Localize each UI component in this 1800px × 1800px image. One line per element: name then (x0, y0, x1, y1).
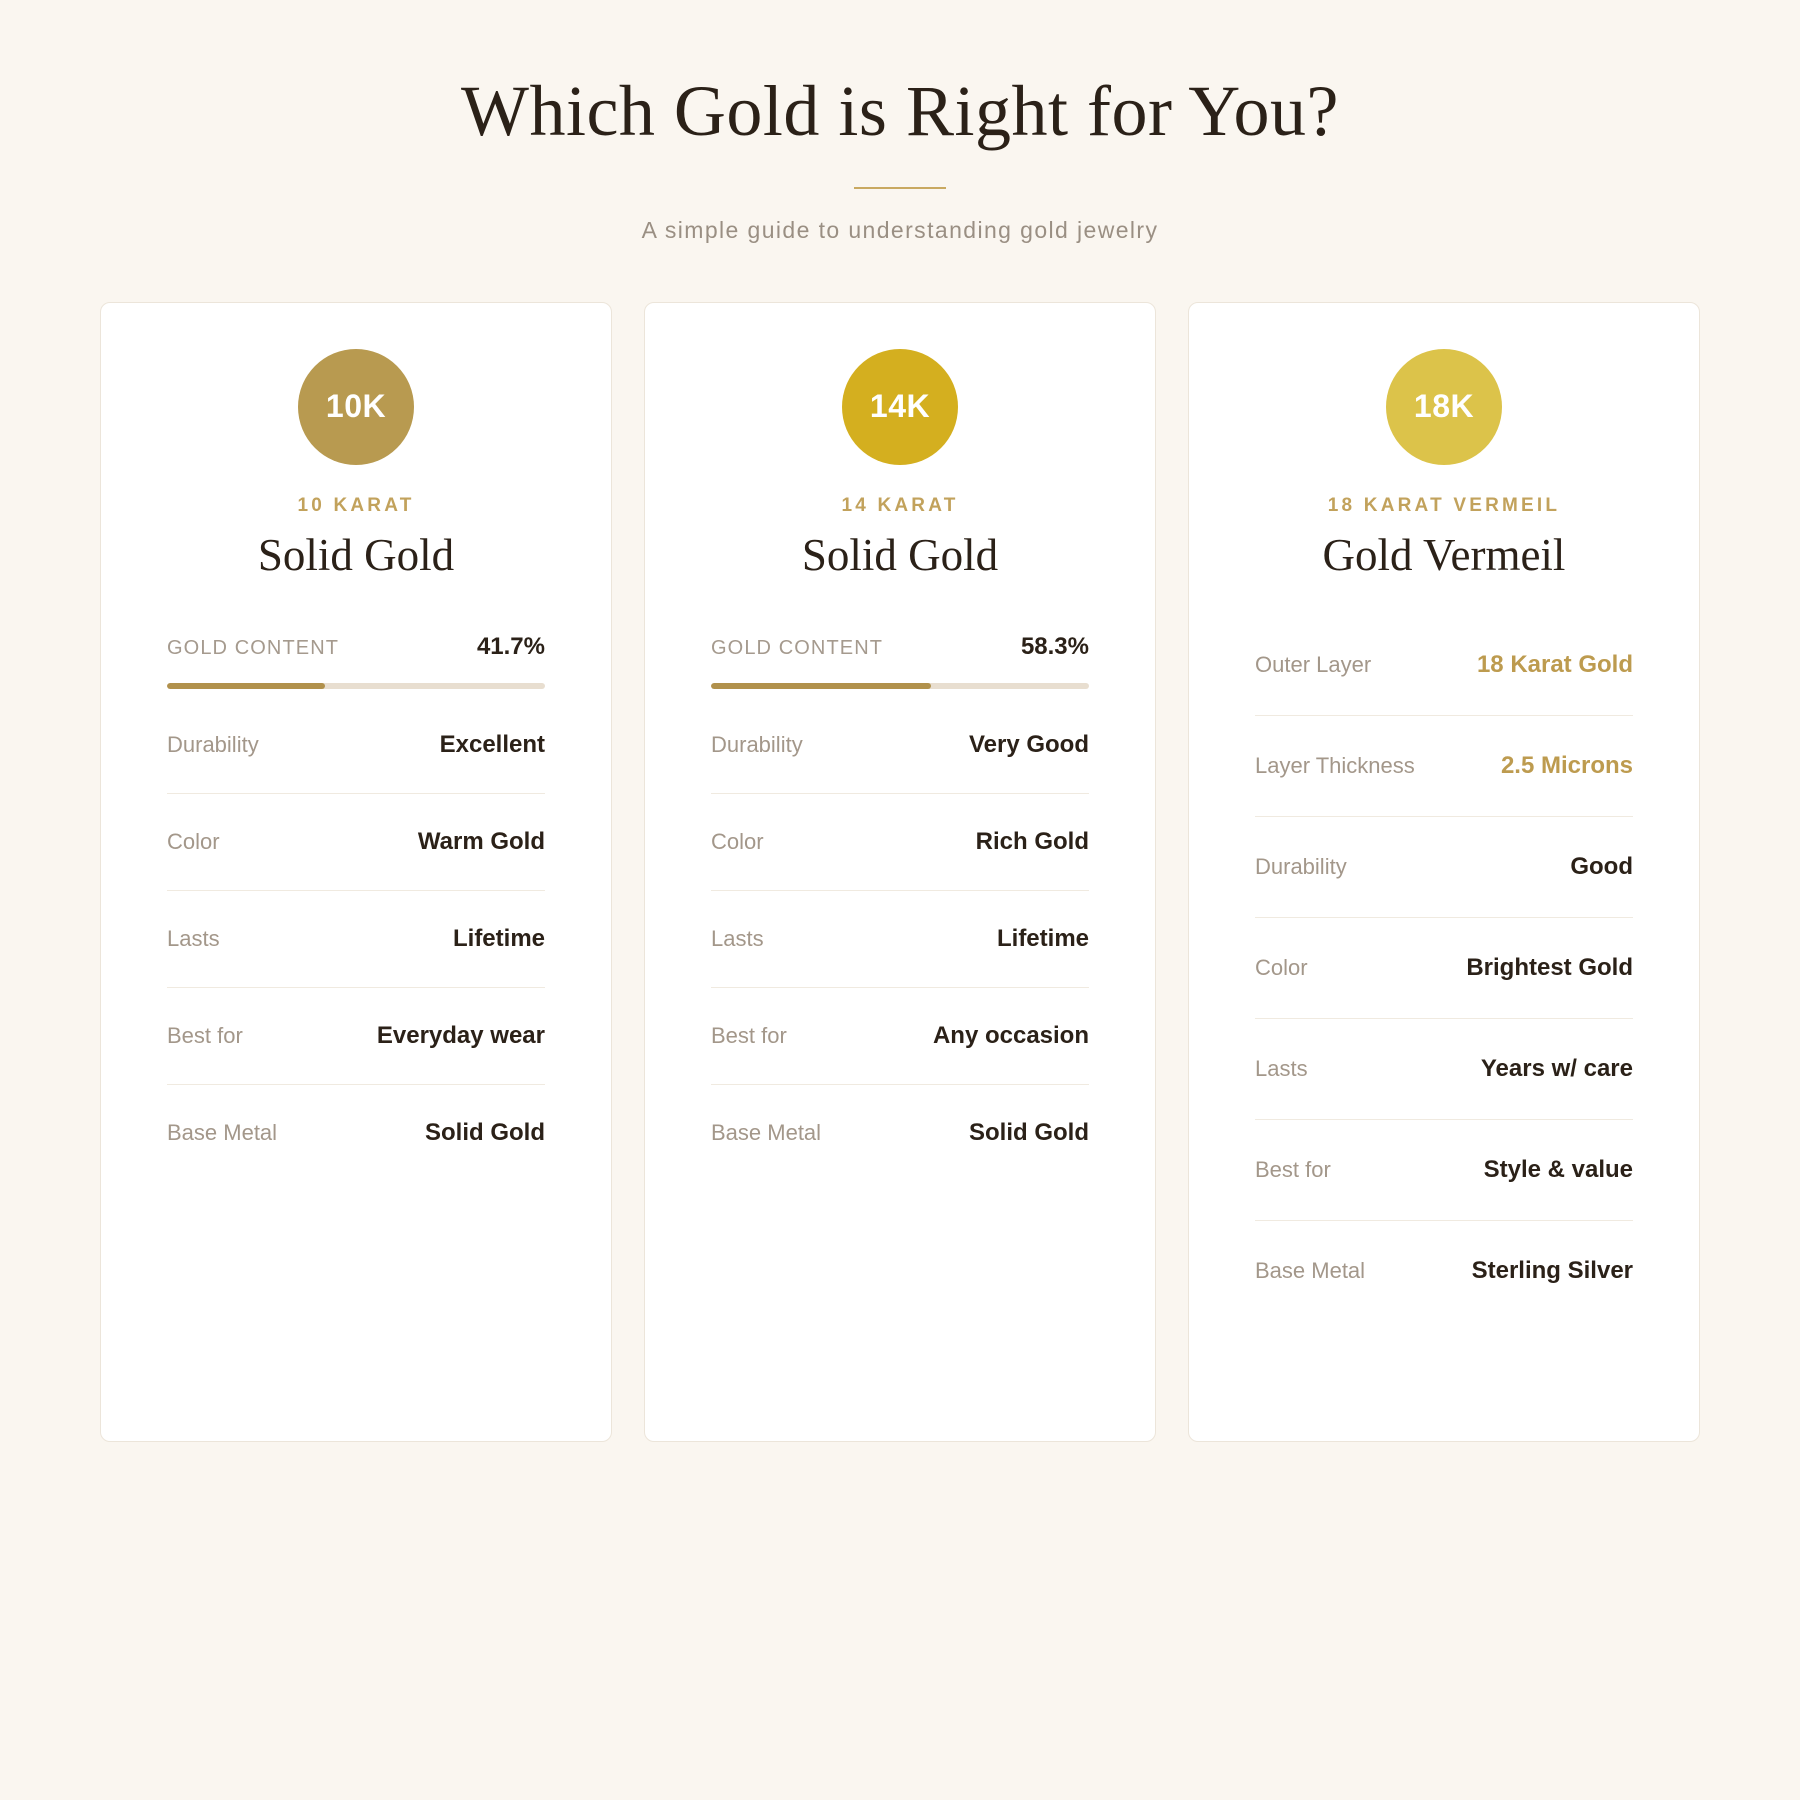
gold-content-meter-fill (167, 683, 325, 689)
spec-key: Lasts (711, 925, 764, 951)
spec-row (1255, 817, 1633, 918)
spec-row (167, 988, 545, 1085)
badge-wrapper (685, 349, 1115, 465)
spec-list (1229, 615, 1659, 1321)
gold-content-meter (711, 683, 1089, 689)
spec-value: Sterling Silver (1471, 1256, 1633, 1284)
karat-badge: 14K (842, 349, 958, 465)
spec-row (711, 988, 1089, 1085)
comparison-cards (100, 302, 1700, 1442)
page-subtitle: A simple guide to understanding gold jewelry (641, 216, 1159, 243)
spec-value: Everyday wear (376, 1021, 545, 1049)
gold-content-meter (167, 683, 545, 689)
spec-key: Best for (711, 1022, 787, 1048)
spec-value: 2.5 Microns (1500, 751, 1633, 779)
page-header (100, 0, 1700, 244)
spec-value: Good (1570, 852, 1633, 880)
spec-key: Best for (1255, 1156, 1331, 1182)
page-title: Which Gold is Right for You? (461, 71, 1339, 151)
spec-value: Style & value (1483, 1155, 1633, 1183)
spec-key: Base Metal (1255, 1257, 1366, 1283)
spec-row (167, 697, 545, 794)
spec-row (1255, 1120, 1633, 1221)
karat-eyebrow: 14 KARAT (841, 494, 959, 516)
spec-value: Brightest Gold (1466, 953, 1633, 981)
spec-row (167, 794, 545, 891)
spec-key: Outer Layer (1255, 651, 1372, 677)
badge-wrapper (141, 349, 571, 465)
karat-badge: 18K (1386, 349, 1502, 465)
gold-card[interactable] (644, 302, 1156, 1442)
spec-value: Solid Gold (425, 1118, 545, 1146)
spec-row (1255, 918, 1633, 1019)
spec-row (1255, 1221, 1633, 1321)
spec-key: Durability (711, 731, 803, 757)
spec-row (711, 697, 1089, 794)
spec-value: Solid Gold (969, 1118, 1089, 1146)
spec-key: Durability (1255, 853, 1347, 879)
spec-value: Years w/ care (1480, 1054, 1633, 1082)
spec-value: Lifetime (452, 924, 545, 952)
spec-row (167, 891, 545, 988)
spec-row (711, 891, 1089, 988)
gold-content-label: GOLD CONTENT (711, 636, 884, 659)
karat-badge: 10K (298, 349, 414, 465)
gold-content-value: 41.7% (476, 632, 545, 660)
spec-value: Any occasion (932, 1021, 1089, 1049)
karat-eyebrow: 18 KARAT VERMEIL (1327, 494, 1561, 516)
spec-key: Color (711, 828, 764, 854)
spec-row (1255, 1019, 1633, 1120)
spec-key: Layer Thickness (1255, 752, 1415, 778)
spec-key: Color (167, 828, 220, 854)
spec-row (1255, 716, 1633, 817)
spec-key: Durability (167, 731, 259, 757)
card-title: Solid Gold (257, 529, 455, 580)
gold-content-label: GOLD CONTENT (167, 636, 340, 659)
spec-row (1255, 615, 1633, 716)
spec-row (711, 794, 1089, 891)
spec-value: 18 Karat Gold (1476, 650, 1633, 678)
card-title: Solid Gold (801, 529, 999, 580)
gold-content-value: 58.3% (1020, 632, 1089, 660)
spec-row (711, 1085, 1089, 1181)
spec-key: Best for (167, 1022, 243, 1048)
spec-list (141, 697, 571, 1181)
spec-key: Lasts (1255, 1055, 1308, 1081)
gold-content-meter-fill (711, 683, 931, 689)
spec-list (685, 697, 1115, 1181)
spec-key: Base Metal (711, 1119, 822, 1145)
spec-row (167, 1085, 545, 1181)
card-title: Gold Vermeil (1322, 529, 1566, 580)
spec-key: Color (1255, 954, 1308, 980)
spec-value: Excellent (439, 730, 545, 758)
badge-wrapper (1229, 349, 1659, 465)
header-divider (854, 187, 946, 189)
spec-key: Base Metal (167, 1119, 278, 1145)
spec-value: Lifetime (996, 924, 1089, 952)
gold-card[interactable] (100, 302, 612, 1442)
spec-value: Very Good (968, 730, 1089, 758)
spec-value: Warm Gold (417, 827, 545, 855)
spec-value: Rich Gold (975, 827, 1089, 855)
gold-content-row (141, 633, 571, 661)
karat-eyebrow: 10 KARAT (297, 494, 415, 516)
gold-card[interactable] (1188, 302, 1700, 1442)
gold-content-row (685, 633, 1115, 661)
spec-key: Lasts (167, 925, 220, 951)
